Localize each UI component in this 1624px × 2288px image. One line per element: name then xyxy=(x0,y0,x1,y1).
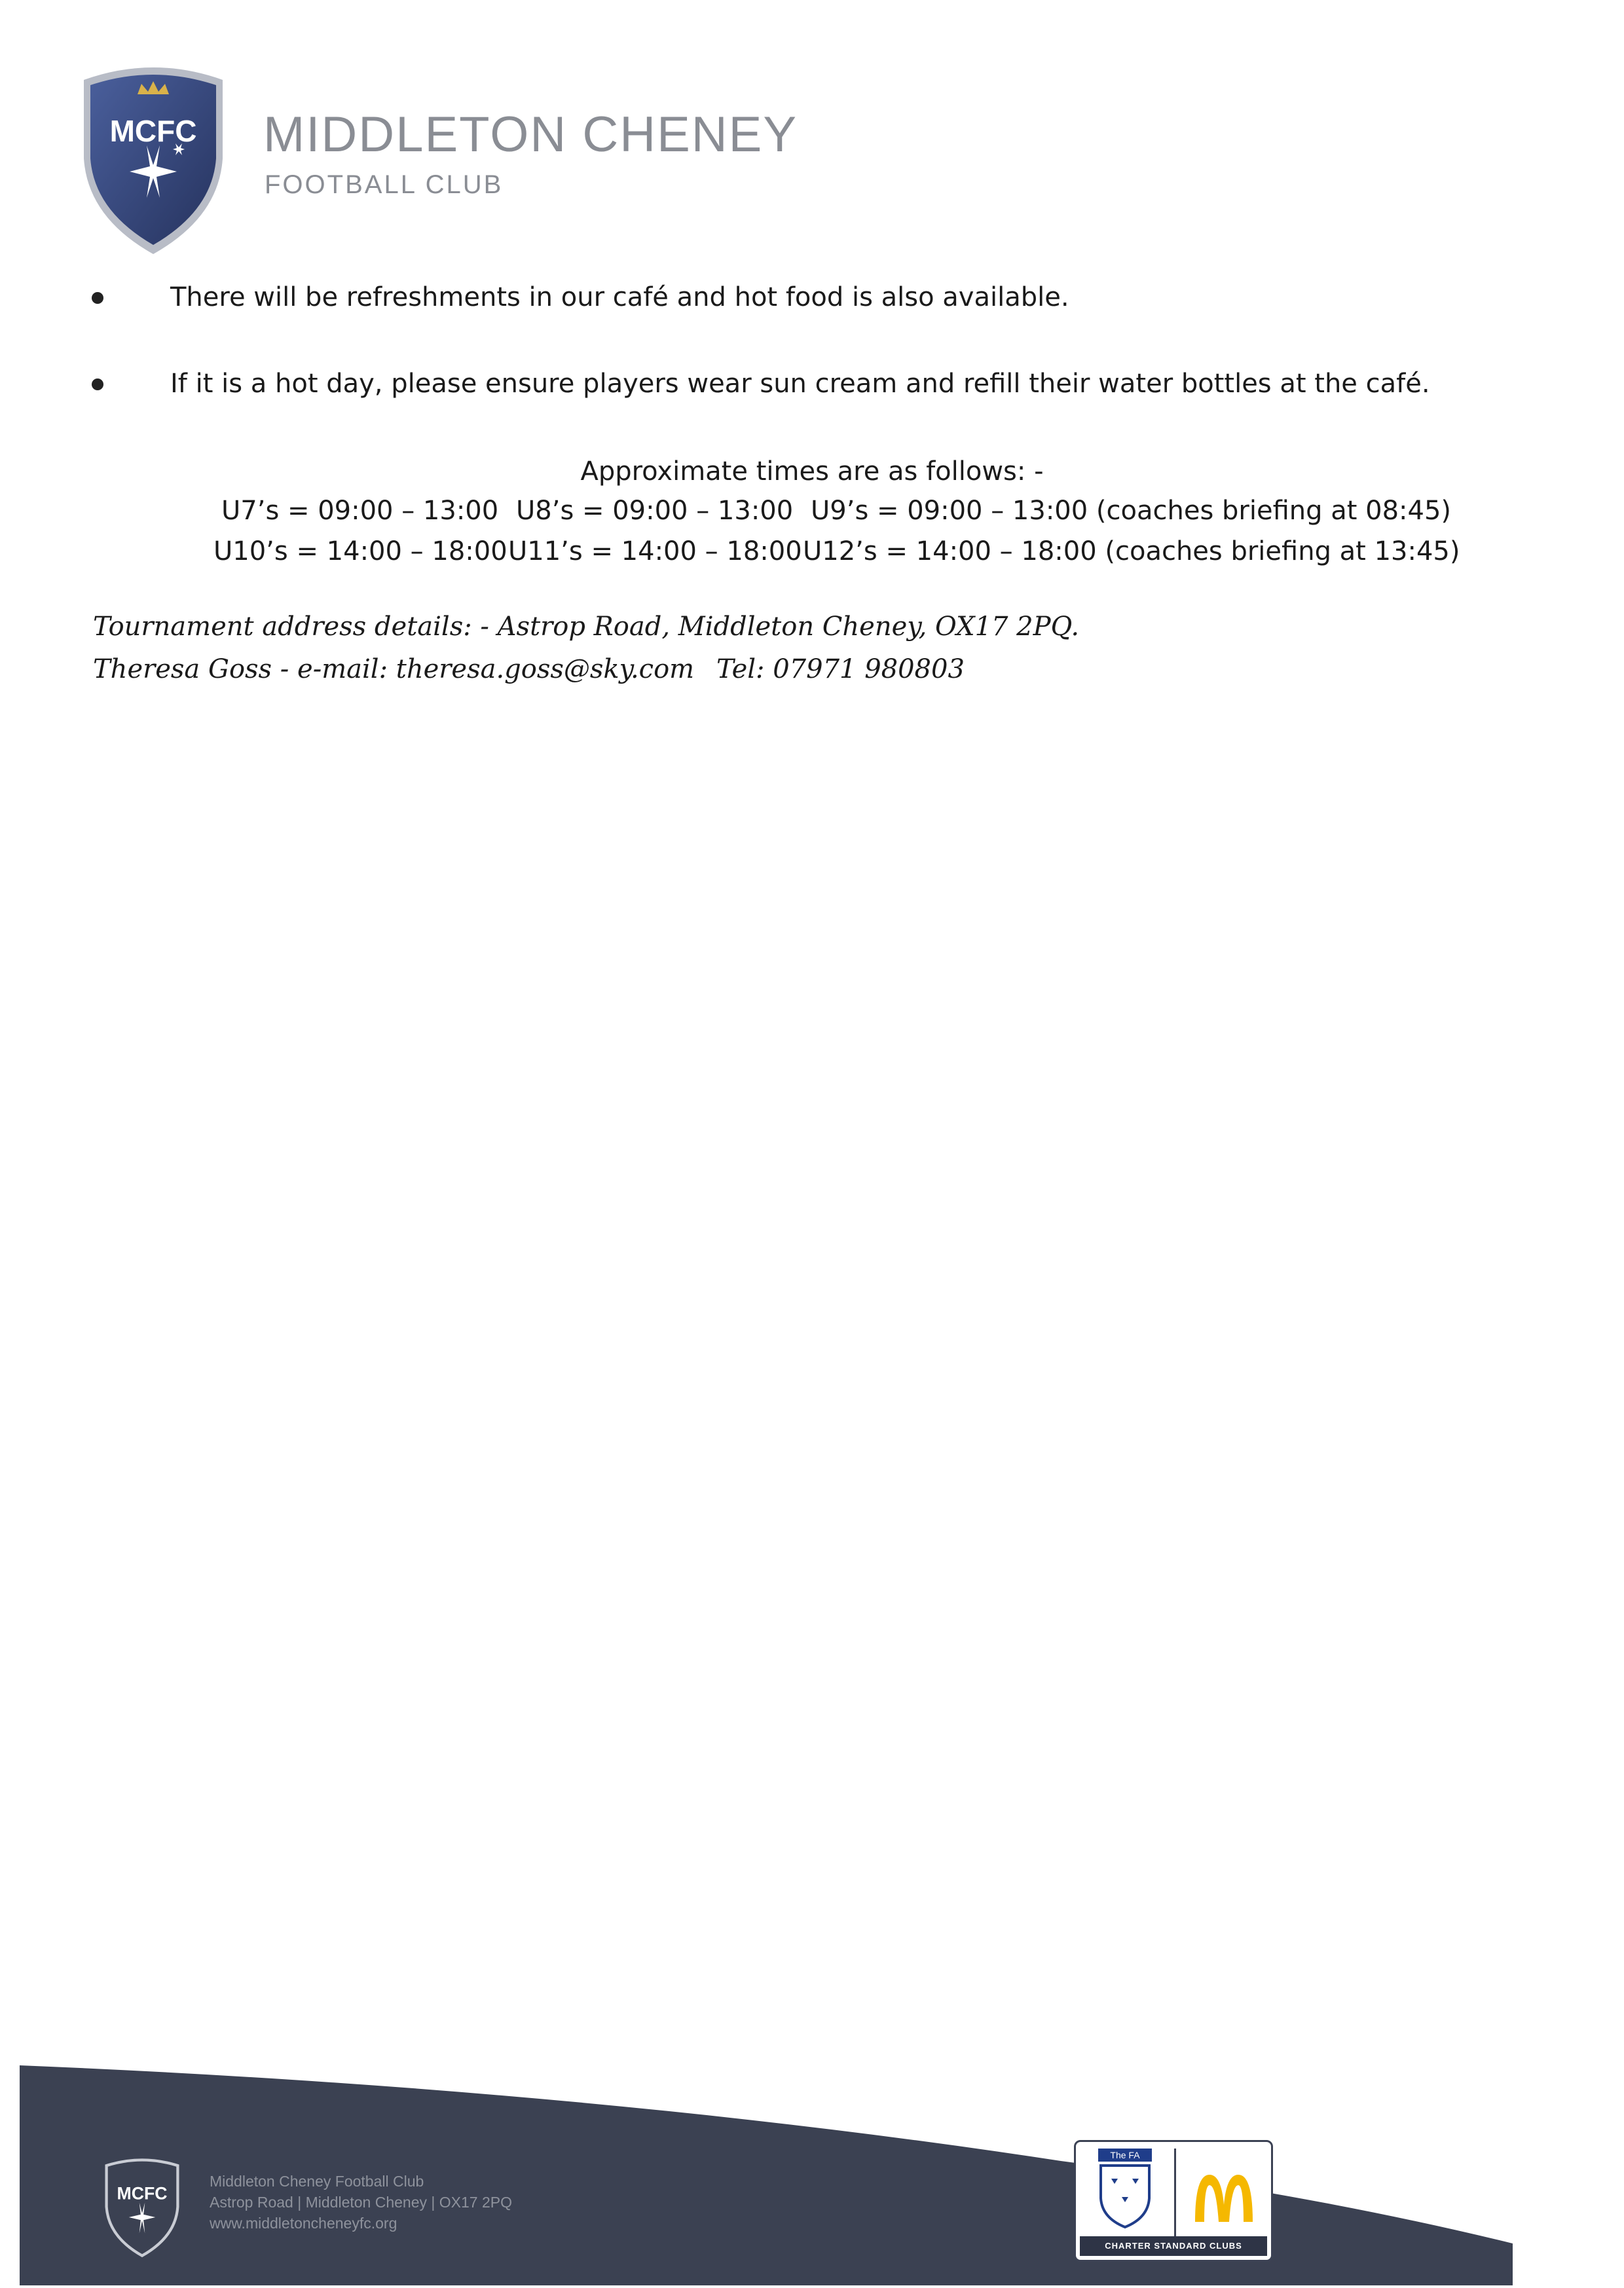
charter-standard-badge xyxy=(1074,2140,1273,2262)
footer-website: www.middletoncheneyfc.org xyxy=(210,2215,397,2232)
footer-address: Astrop Road | Middleton Cheney | OX17 2PQ xyxy=(210,2194,512,2211)
list-item xyxy=(0,364,1624,403)
bullet-icon xyxy=(92,378,103,390)
bullet-text: If it is a hot day, please ensure players wear sun cream and refill their water bottles at the café. xyxy=(170,369,1430,399)
footer-club-name: Middleton Cheney Football Club xyxy=(210,2173,424,2190)
club-name: MIDDLETON CHENEY xyxy=(263,107,798,162)
charter-label: CHARTER STANDARD CLUBS xyxy=(1080,2236,1267,2256)
list-item xyxy=(0,278,1624,317)
footer-crest-text: MCFC xyxy=(117,2183,168,2204)
time-u7: U7’s = 09:00 – 13:00 xyxy=(221,496,499,526)
club-crest-logo xyxy=(77,60,229,257)
times-title: Approximate times are as follows: - xyxy=(580,456,1044,487)
club-subtitle: FOOTBALL CLUB xyxy=(265,170,504,199)
fa-shield-icon xyxy=(1098,2163,1152,2228)
time-u12: U12’s = 14:00 – 18:00 (coaches briefing at 13:45) xyxy=(803,536,1460,566)
tournament-address: Tournament address details: - Astrop Road, Middleton Cheney, OX17 2PQ. xyxy=(93,612,1080,642)
badge-divider xyxy=(1174,2149,1176,2236)
crest-text: MCFC xyxy=(109,114,197,148)
mcdonalds-logo-icon xyxy=(1191,2171,1257,2223)
time-u9: U9’s = 09:00 – 13:00 (coaches briefing at 08:45) xyxy=(811,496,1452,526)
bullet-icon xyxy=(92,292,103,304)
footer-crest-logo xyxy=(101,2154,183,2259)
fa-label: The FA xyxy=(1098,2149,1152,2162)
time-u8: U8’s = 09:00 – 13:00 xyxy=(516,496,794,526)
time-u10: U10’s = 14:00 – 18:00 xyxy=(213,536,507,566)
contact-person: Theresa Goss - e-mail: theresa.goss@sky.com xyxy=(93,654,695,684)
contact-phone: Tel: 07971 980803 xyxy=(716,654,965,684)
time-u11: U11’s = 14:00 – 18:00 xyxy=(508,536,802,566)
bullet-text: There will be refreshments in our café and hot food is also available. xyxy=(170,282,1069,312)
